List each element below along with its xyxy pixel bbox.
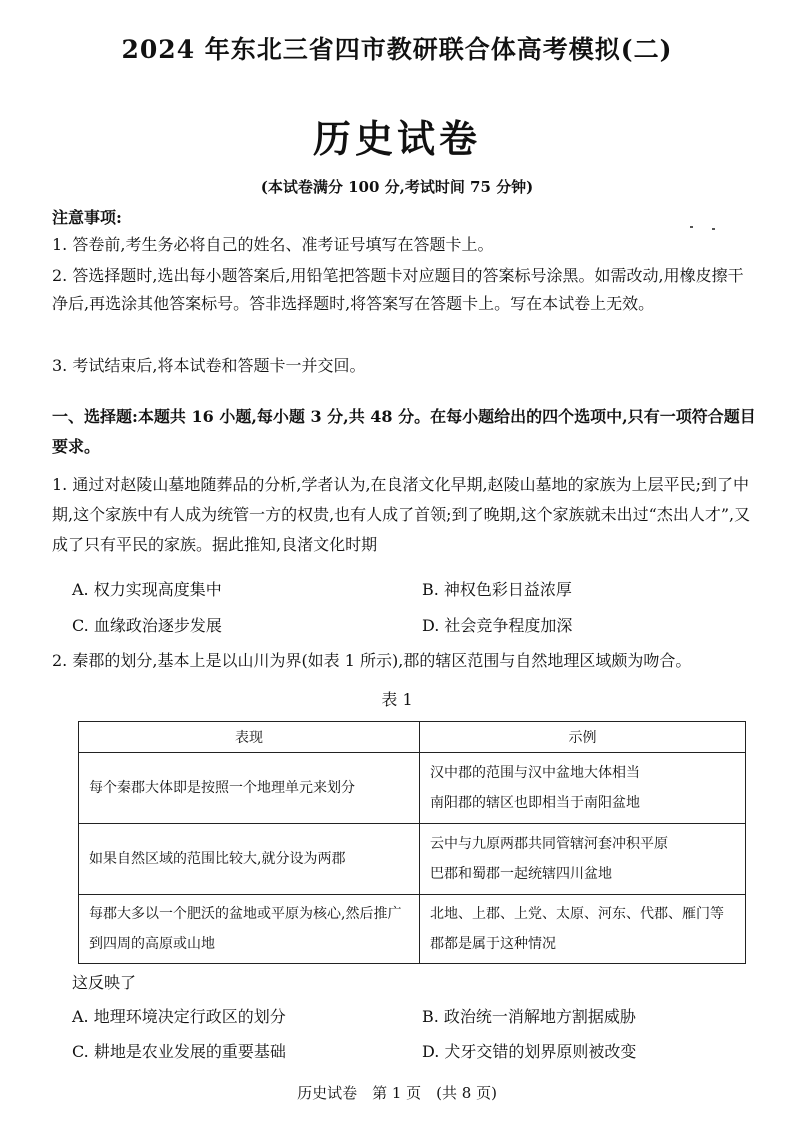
option-c: C. 血缘政治逐步发展 (72, 616, 222, 635)
notice-item: 2. 答选择题时,选出每小题答案后,用铅笔把答题卡对应题目的答案标号涂黑。如需改动,用橡皮擦干净后,再选涂其他答案标号。答非选择题时,将答案写在答题卡上。写在本试卷上无效。 (52, 266, 744, 313)
exam-title: 2024 年东北三省四市教研联合体高考模拟(二) (121, 35, 673, 64)
table-row (79, 895, 746, 964)
notice-item: 1. 答卷前,考生务必将自己的姓名、准考证号填写在答题卡上。 (52, 235, 494, 254)
table-cell-manifestation: 每郡大多以一个肥沃的盆地或平原为核心,然后推广到四周的高原或山地 (79, 895, 420, 964)
subject-title: 历史试卷 (312, 116, 481, 161)
table-cell-example (420, 824, 746, 895)
example-line: 北地、上郡、上党、太原、河东、代郡、雁门等郡都是属于这种情况 (430, 906, 724, 952)
question-stem: 2. 秦郡的划分,基本上是以山川为界(如表 1 所示),郡的辖区范围与自然地理区域颇为吻合。 (52, 651, 692, 670)
option-a: A. 地理环境决定行政区的划分 (72, 1007, 286, 1026)
page-footer: 历史试卷 第 1 页 (共 8 页) (297, 1084, 497, 1102)
section-heading: 一、选择题:本题共 16 小题,每小题 3 分,共 48 分。在每小题给出的四个选项中,只有一项符合题目要求。 (52, 407, 756, 456)
table-header-cell: 表现 (79, 722, 420, 753)
qin-commandery-table (78, 721, 746, 964)
table-cell-manifestation: 每个秦郡大体即是按照一个地理单元来划分 (79, 753, 420, 824)
scan-speck (690, 226, 693, 228)
table-cell-example (420, 895, 746, 964)
question-stem: 1. 通过对赵陵山墓地随葬品的分析,学者认为,在良渚文化早期,赵陵山墓地的家族为上层平民;到了中期,这个家族中有人成为统管一方的权贵,也有人成了首领;到了晚期,这个家族就未出过“杰出人才”,又成了只有平民的家族。据此推知,良渚文化时期 (52, 475, 751, 554)
notice-item: 3. 考试结束后,将本试卷和答题卡一并交回。 (52, 356, 366, 375)
option-b: B. 神权色彩日益浓厚 (422, 580, 572, 599)
example-line: 汉中郡的范围与汉中盆地大体相当 (430, 765, 640, 781)
option-c: C. 耕地是农业发展的重要基础 (72, 1042, 286, 1061)
option-b: B. 政治统一消解地方割据威胁 (422, 1007, 636, 1026)
table-header-row (79, 722, 746, 753)
table-row (79, 753, 746, 824)
table-header-cell: 示例 (420, 722, 746, 753)
table-cell-example (420, 753, 746, 824)
option-d: D. 社会竞争程度加深 (422, 616, 573, 635)
question-reflect: 这反映了 (72, 973, 137, 992)
scan-speck (712, 228, 715, 230)
table-caption: 表 1 (381, 690, 413, 709)
table-cell-manifestation: 如果自然区域的范围比较大,就分设为两郡 (79, 824, 420, 895)
example-line: 巴郡和蜀郡一起统辖四川盆地 (430, 866, 612, 882)
example-line: 云中与九原两郡共同管辖河套冲积平原 (430, 836, 668, 852)
exam-info: (本试卷满分 100 分,考试时间 75 分钟) (260, 178, 534, 196)
table-row (79, 824, 746, 895)
option-d: D. 犬牙交错的划界原则被改变 (422, 1042, 637, 1061)
option-a: A. 权力实现高度集中 (72, 580, 222, 599)
notice-heading: 注意事项: (52, 208, 122, 227)
example-line: 南阳郡的辖区也即相当于南阳盆地 (430, 795, 640, 811)
